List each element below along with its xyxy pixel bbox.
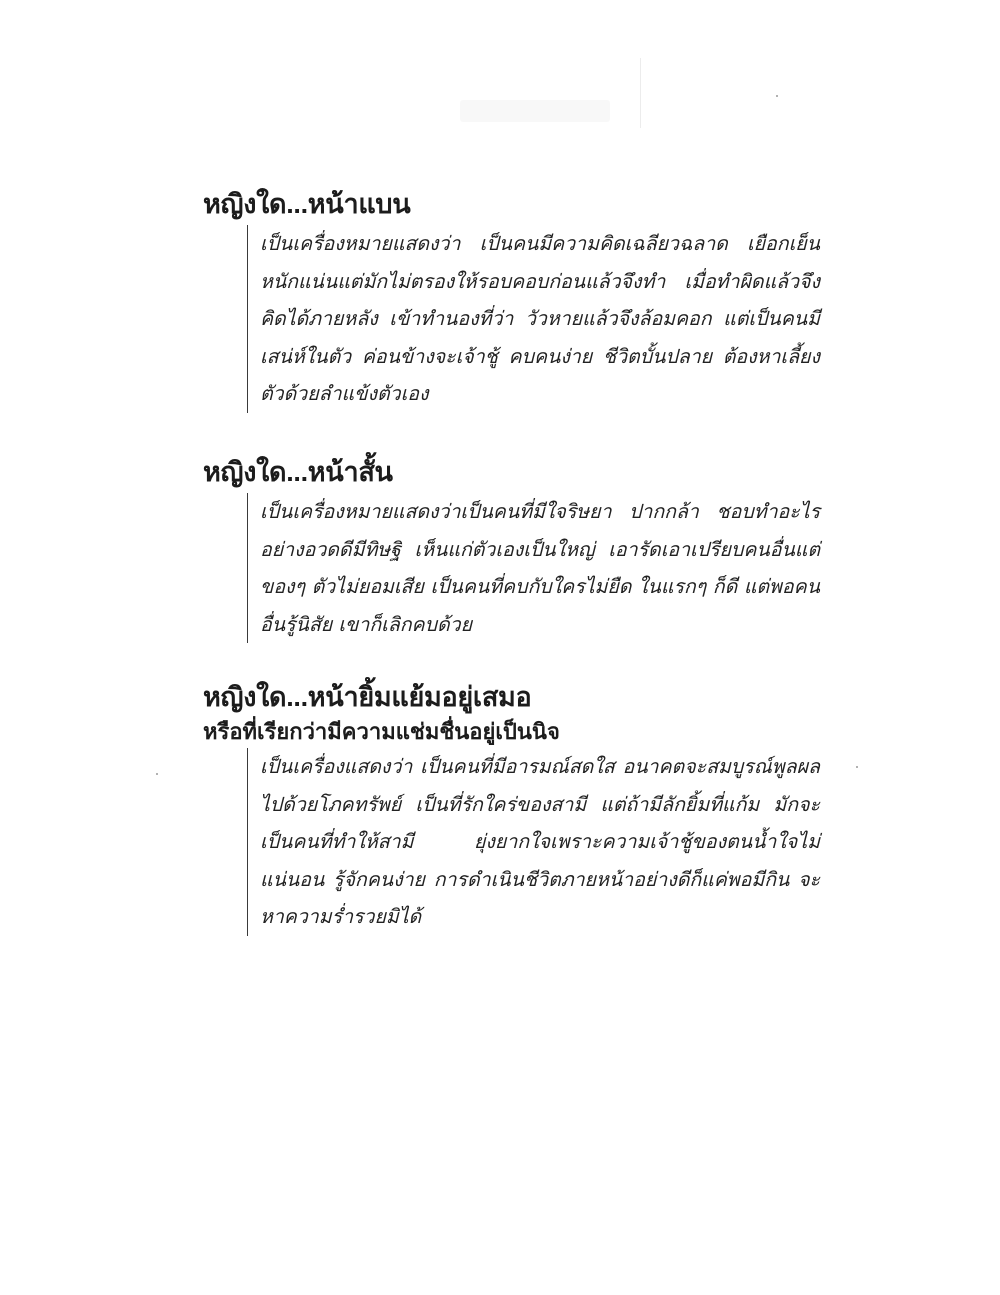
section-short-face — [203, 455, 823, 643]
section-flat-face — [203, 187, 823, 413]
scan-speck — [156, 773, 158, 775]
scan-speck — [776, 95, 778, 97]
faded-running-header — [460, 100, 610, 122]
section-quote-block — [247, 748, 820, 936]
section-body: เป็นเครื่องหมายแสดงว่า เป็นคนมีความคิดเฉลียวฉลาด เยือกเย็น หนักแน่นแต่มักไม่ตรองให้รอบคอบก่อนแล้วจึงทำ เมื่อทำผิดแล้วจึงคิดได้ภายหลัง เข้าทำนองที่ว่า วัวหายแล้วจึงล้อมคอก แต่เป็นคนมีเสน่ห์ในตัว ค่อนข้างจะเจ้าชู้ คบคนง่าย ชีวิตบั้นปลาย ต้องหาเลี้ยงตัวด้วยลำแข้งตัวเอง — [260, 232, 820, 405]
section-smiling-face — [203, 680, 823, 936]
section-quote-block — [247, 225, 820, 413]
section-subheading: หรือที่เรียกว่ามีความแช่มชื่นอยู่เป็นนิจ — [203, 719, 560, 744]
faded-divider — [640, 58, 641, 128]
section-body: เป็นเครื่องแสดงว่า เป็นคนที่มีอารมณ์สดใส อนาคตจะสมบูรณ์พูลผล ไปด้วยโภคทรัพย์ เป็นที่รักใคร่ของสามี แต่ถ้ามีลักยิ้มที่แก้ม มักจะเป็นคนที่ทำให้สามี ยุ่งยากใจเพราะความเจ้าชู้ของตนน้ำใจไม่แน่นอน รู้จักคนง่าย การดำเนินชีวิตภายหน้าอย่างดีก็แค่พอมีกิน จะหาความร่ำรวยมิได้ — [260, 755, 820, 928]
section-heading: หญิงใด...หน้าแบน — [203, 189, 411, 219]
section-heading: หญิงใด...หน้ายิ้มแย้มอยู่เสมอ — [203, 682, 532, 712]
scan-speck — [856, 766, 858, 768]
section-quote-block — [247, 493, 820, 643]
section-heading: หญิงใด...หน้าสั้น — [203, 457, 393, 487]
section-body: เป็นเครื่องหมายแสดงว่าเป็นคนที่มีใจริษยา ปากกล้า ชอบทำอะไรอย่างอวดดีมีทิษฐิ เห็นแก่ตัวเองเป็นใหญ่ เอารัดเอาเปรียบคนอื่นแต่ของๆ ตัวไม่ยอมเสีย เป็นคนที่คบกับใครไม่ยืด ในแรกๆ ก็ดี แต่พอคนอื่นรู้นิสัย เขาก็เลิกคบด้วย — [260, 500, 820, 636]
